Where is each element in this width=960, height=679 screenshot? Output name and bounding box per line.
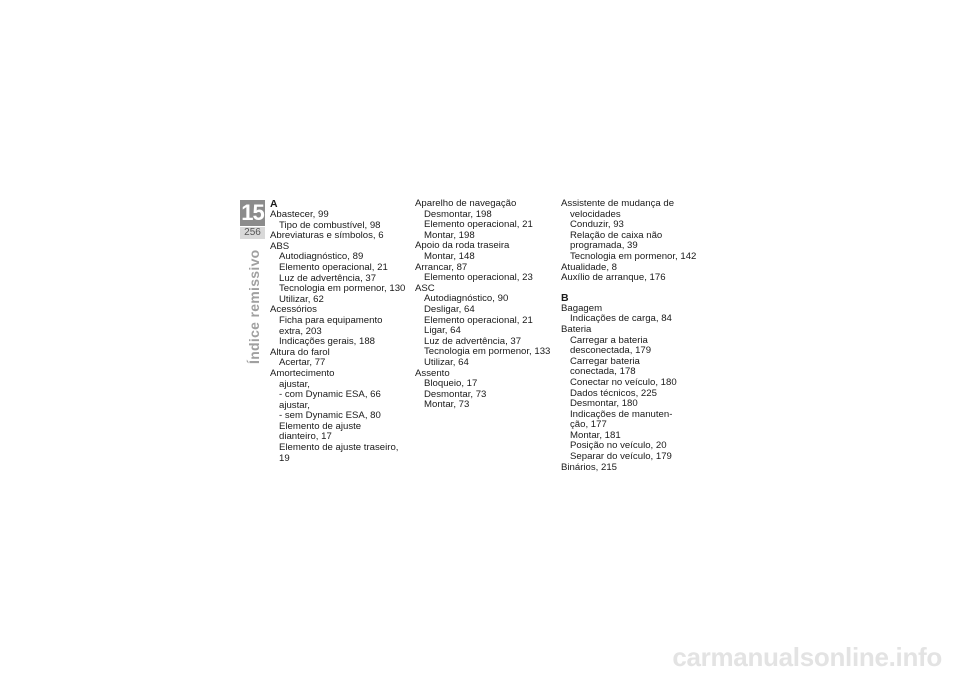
index-subentry: Acertar, 77	[279, 357, 326, 369]
index-entry: Atualidade, 8	[561, 261, 618, 273]
index-subentry: - com Dynamic ESA, 66	[279, 389, 381, 401]
index-subentry: desconectada, 179	[570, 345, 652, 357]
index-entry: Binários, 215	[561, 461, 617, 473]
index-subentry: Bloqueio, 17	[424, 378, 478, 390]
index-subentry: Utilizar, 64	[424, 356, 469, 368]
index-subentry: - sem Dynamic ESA, 80	[279, 410, 381, 422]
index-subentry: conectada, 178	[570, 366, 636, 378]
page-number: 256	[240, 227, 265, 239]
index-entry: Assento	[415, 367, 450, 379]
index-subentry: Ficha para equipamento	[279, 314, 383, 326]
index-entry: Acessórios	[270, 304, 317, 316]
index-subentry: Separar do veículo, 179	[570, 451, 672, 463]
index-subentry: Posição no veículo, 20	[570, 440, 667, 452]
index-subentry: Utilizar, 62	[279, 293, 324, 305]
index-subentry: Desligar, 64	[424, 303, 475, 315]
index-entry: ASC	[415, 282, 435, 294]
index-subentry: ajustar,	[279, 378, 310, 390]
index-letter-heading: A	[270, 198, 278, 210]
index-subentry: Desmontar, 180	[570, 398, 638, 410]
index-subentry: Elemento de ajuste	[279, 420, 362, 432]
index-subentry: Carregar bateria	[570, 355, 640, 367]
index-subentry: Elemento operacional, 23	[424, 272, 533, 284]
index-subentry: Elemento de ajuste traseiro, 19	[279, 442, 399, 464]
index-subentry: Elemento operacional, 21	[279, 261, 388, 273]
index-entry: Apoio da roda traseira	[415, 240, 510, 252]
index-subentry: Desmontar, 73	[424, 388, 487, 400]
index-subentry: Montar, 181	[570, 429, 621, 441]
chapter-marker	[240, 200, 265, 239]
index-subentry: Autodiagnóstico, 90	[424, 293, 509, 305]
index-subentry: Indicações gerais, 188	[279, 336, 375, 348]
index-entry: Assistente de mudança de	[561, 198, 675, 209]
chapter-number: 15	[241, 200, 264, 225]
index-subentry: Conduzir, 93	[570, 219, 624, 231]
index-column-2	[415, 199, 555, 411]
index-subentry: dianteiro, 17	[279, 431, 332, 443]
index-column-1	[270, 199, 410, 464]
index-entry: Bagagem	[561, 302, 603, 314]
index-subentry: extra, 203	[279, 325, 322, 337]
index-subentry: Tecnologia em pormenor, 130	[279, 283, 406, 295]
chapter-title: Índice remissivo	[246, 249, 262, 364]
index-subentry: Montar, 198	[424, 229, 475, 241]
index-subentry: Tecnologia em pormenor, 133	[424, 346, 551, 358]
watermark: carmanualsonline.info	[672, 642, 942, 672]
index-subentry: ção, 177	[570, 419, 607, 431]
index-subentry: Ligar, 64	[424, 325, 461, 337]
index-subentry: Dados técnicos, 225	[570, 387, 657, 399]
index-subentry: velocidades	[570, 208, 621, 220]
index-subentry: Elemento operacional, 21	[424, 314, 533, 326]
index-column-3	[561, 199, 701, 473]
index-subentry: Tipo de combustível, 98	[279, 219, 381, 231]
index-subentry: Montar, 73	[424, 399, 470, 411]
index-entry: Altura do farol	[270, 346, 330, 358]
index-letter-heading: B	[561, 291, 569, 304]
index-entry: Abastecer, 99	[270, 209, 329, 220]
index-subentry: Montar, 148	[424, 250, 475, 262]
index-subentry: ajustar,	[279, 399, 310, 411]
index-subentry: Luz de advertência, 37	[279, 272, 377, 284]
index-entry: ABS	[270, 240, 290, 252]
index-subentry: programada, 39	[570, 240, 638, 252]
index-entry: Bateria	[561, 323, 592, 335]
index-subentry: Elemento operacional, 21	[424, 219, 533, 231]
index-entry: Arrancar, 87	[415, 261, 468, 273]
index-subentry: Relação de caixa não	[570, 229, 663, 241]
index-subentry: Desmontar, 198	[424, 208, 492, 220]
index-subentry: Indicações de carga, 84	[570, 313, 672, 325]
index-entry: Amortecimento	[270, 367, 335, 379]
index-subentry: Luz de advertência, 37	[424, 335, 522, 347]
index-subentry: Carregar a bateria	[570, 334, 648, 346]
index-entry: Aparelho de navegação	[415, 198, 517, 209]
index-subentry: Tecnologia em pormenor, 142	[570, 250, 697, 262]
index-subentry: Conectar no veículo, 180	[570, 376, 677, 388]
index-subentry: Autodiagnóstico, 89	[279, 251, 364, 263]
index-entry: Auxílio de arranque, 176	[561, 272, 666, 284]
index-subentry: Indicações de manuten-	[570, 408, 673, 420]
index-entry: Abreviaturas e símbolos, 6	[270, 230, 384, 242]
